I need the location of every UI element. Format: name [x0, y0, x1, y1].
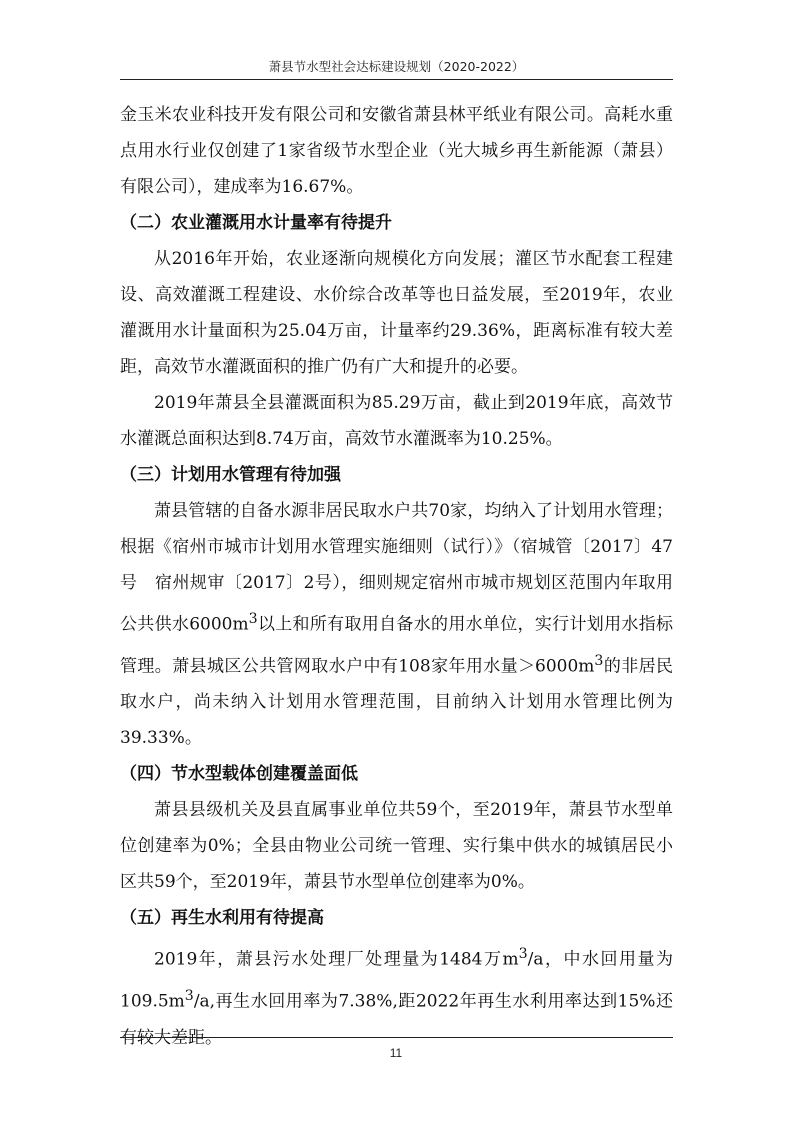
paragraph-planned-water-use [120, 493, 673, 756]
paragraph-carrier-coverage: 萧县县级机关及县直属事业单位共59个，至2019年，萧县节水型单位创建率为0%；全县由物业公司统一管理、实行集中供水的城镇居民小区共59个，至2019年，萧县节水型单位创建率为0%。 [120, 800, 673, 893]
text-run: 2019年，萧县污水处理厂处理量为1484万m [154, 949, 519, 970]
superscript: 3 [518, 946, 528, 963]
text-run: /a，中水回用量为109.5m [120, 949, 673, 1012]
header-divider [120, 79, 673, 80]
superscript: 3 [184, 987, 194, 1004]
section-heading-2: （二）农业灌溉用水计量率有待提升 [120, 213, 392, 233]
superscript: 3 [248, 611, 258, 627]
superscript: 3 [594, 652, 604, 669]
paragraph-continued: 金玉米农业科技开发有限公司和安徽省萧县林平纸业有限公司。高耗水重点用水行业仅创建了1家省级节水型企业（光大城乡再生新能源（萧县）有限公司），建成率为16.67%。 [120, 105, 673, 197]
running-header: 萧县节水型社会达标建设规划（2020-2022） [268, 59, 525, 74]
page-number: 11 [389, 1046, 403, 1060]
body-text [120, 97, 673, 1056]
section-heading-4: （四）节水型载体创建覆盖面低 [120, 764, 358, 785]
text-run: 萧县管辖的自备水源非居民取水户共70家，均纳入了计划用水管理；根据《宿州市城市计划用水管理实施细则（试行）》（宿城管〔2017〕47号 宿州规审〔2017〕2号），细则规定宿州市城市规划区范围内年取用公共供水6000m [120, 501, 673, 635]
text-run: 以上和所有取用自备水的用水单位，实行计划用水指标管理。萧县城区公共管网取水户中有108家年用水量＞6000m [120, 614, 674, 677]
paragraph-irrigation-metering: 从2016年开始，农业逐渐向规模化方向发展；灌区节水配套工程建设、高效灌溉工程建设、水价综合改革等也日益发展，至2019年，农业灌溉用水计量面积为25.04万亩，计量率约29.36%，距离标准有较大差距，高效节水灌溉面积的推广仍有广大和提升的必要。 [120, 249, 673, 377]
text-run: 的非居民取水户，尚未纳入计划用水管理范围，目前纳入计划用水管理比例为39.33%。 [120, 656, 673, 749]
section-heading-3: （三）计划用水管理有待加强 [120, 465, 341, 485]
footer-divider [120, 1037, 673, 1038]
section-heading-5: （五）再生水利用有待提高 [120, 908, 324, 929]
paragraph-irrigation-area: 2019年萧县全县灌溉面积为85.29万亩，截止到2019年底，高效节水灌溉总面积达到8.74万亩，高效节水灌溉率为10.25%。 [120, 393, 673, 449]
text-run: /a,再生水回用率为7.38%,距2022年再生水利用率达到15%还有较大差距。 [120, 991, 673, 1048]
